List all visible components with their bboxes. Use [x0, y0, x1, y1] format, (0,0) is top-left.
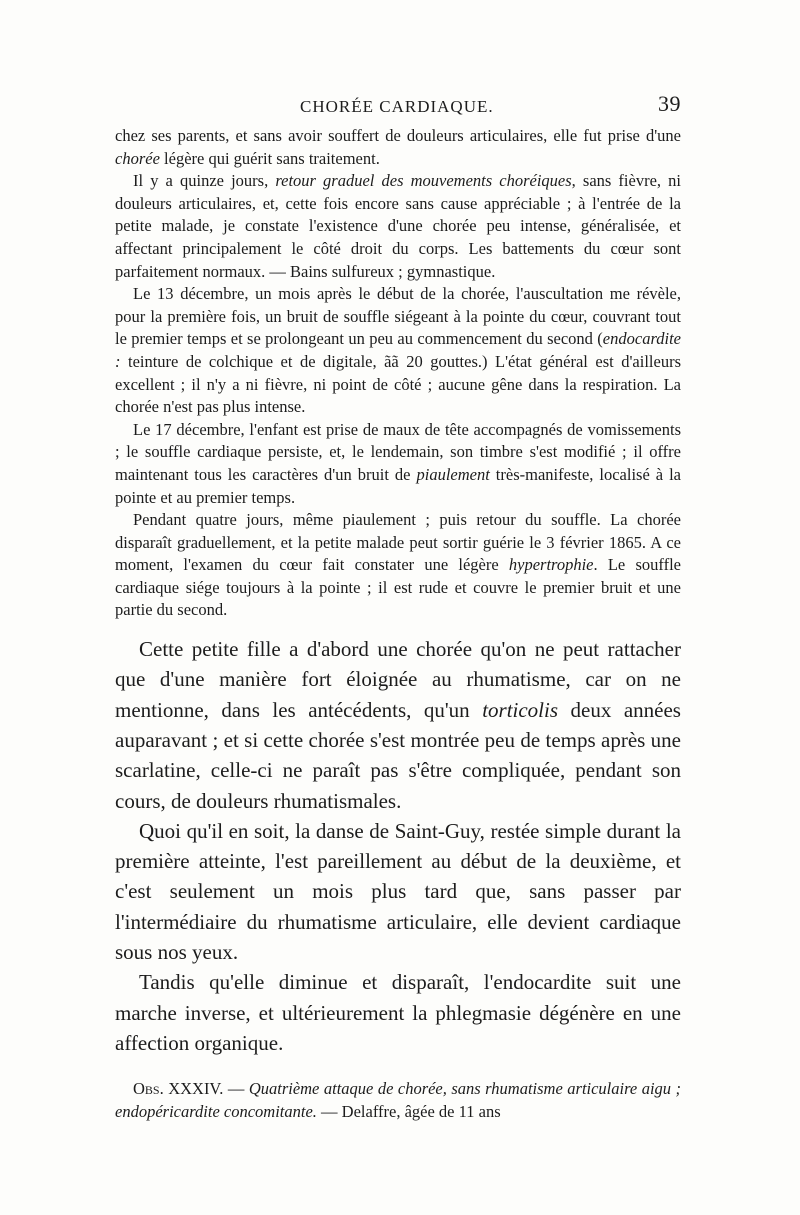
book-page: [115, 91, 682, 1140]
paragraph: Quoi qu'il en soit, la danse de Saint-Guy, restée simple durant la première atteinte, l'est pareillement au début de la deuxième, et c'est seulement un mois plus tard que, sans passer par l'intermédiaire du rhumatisme articulaire, elle devient cardiaque sous nos yeux.: [115, 818, 681, 965]
page-header: [115, 91, 681, 125]
observation-label: Obs. XXXIV.: [133, 1079, 224, 1099]
paragraph: Le 17 décembre, l'enfant est prise de maux de tête accompagnés de vomissements ; le souffle cardiaque persiste, et, le lendemain, son timbre s'est modifié ; il offre maintenant tous les caractères d'un bruit de piaulement très-manifeste, localisé à la pointe et au premier temps.: [115, 419, 681, 507]
paragraph: Il y a quinze jours, retour graduel des mouvements choréiques, sans fièvre, ni douleurs articulaires, et, cette fois encore sans cause appréciable ; à l'entrée de la petite malade, je constate l'existence d'une chorée peu intense, généralisée, et affectant principalement le côté droit du corps. Les battements du cœur sont parfaitement normaux. — Bains sulfureux ; gymnastique.: [115, 171, 681, 281]
running-title: CHORÉE CARDIAQUE.: [300, 97, 494, 116]
commentary-text: [115, 634, 681, 1058]
paragraph: Tandis qu'elle diminue et disparaît, l'endocardite suit une marche inverse, et ultérieurement la phlegmasie dégénère en une affection organique.: [115, 970, 681, 1055]
case-report-text: [115, 125, 681, 622]
paragraph: chez ses parents, et sans avoir souffert de douleurs articulaires, elle fut prise d'une chorée légère qui guérit sans traitement.: [115, 126, 681, 168]
paragraph: Le 13 décembre, un mois après le début de la chorée, l'auscultation me révèle, pour la première fois, un bruit de souffle siégeant à la pointe du cœur, couvrant tout le premier temps et se prolongeant un peu au commencement du second (endocardite : teinture de colchique et de digitale, ãã 20 gouttes.) L'état général est d'ailleurs excellent ; il n'y a ni fièvre, ni point de côté ; aucune gêne dans la respiration. La chorée n'est pas plus intense.: [115, 284, 681, 417]
paragraph: Pendant quatre jours, même piaulement ; puis retour du souffle. La chorée disparaît graduellement, et la petite malade peut sortir guérie le 3 février 1865. A ce moment, l'examen du cœur fait constater une légère hypertrophie. Le souffle cardiaque siége toujours à la pointe ; il est rude et couvre le premier bruit et une partie du second.: [115, 510, 681, 620]
paragraph: Cette petite fille a d'abord une chorée qu'on ne peut rattacher que d'une manière fort éloignée au rhumatisme, car on ne mentionne, dans les antécédents, qu'un torticolis deux années auparavant ; et si cette chorée s'est montrée peu de temps après une scarlatine, celle-ci ne paraît pas s'être compliquée, pendant son cours, de douleurs rhumatismales.: [115, 637, 681, 813]
page-number: 39: [658, 91, 681, 116]
observation-heading: Obs. XXXIV. — Quatrième attaque de chorée, sans rhumatisme articulaire aigu ; endopéricardite concomitante. — Delaffre, âgée de 11 ans: [115, 1079, 682, 1121]
observation-title: Quatrième attaque de chorée, sans rhumatisme articulaire aigu ; endopéricardite concomitante.: [115, 1079, 682, 1121]
